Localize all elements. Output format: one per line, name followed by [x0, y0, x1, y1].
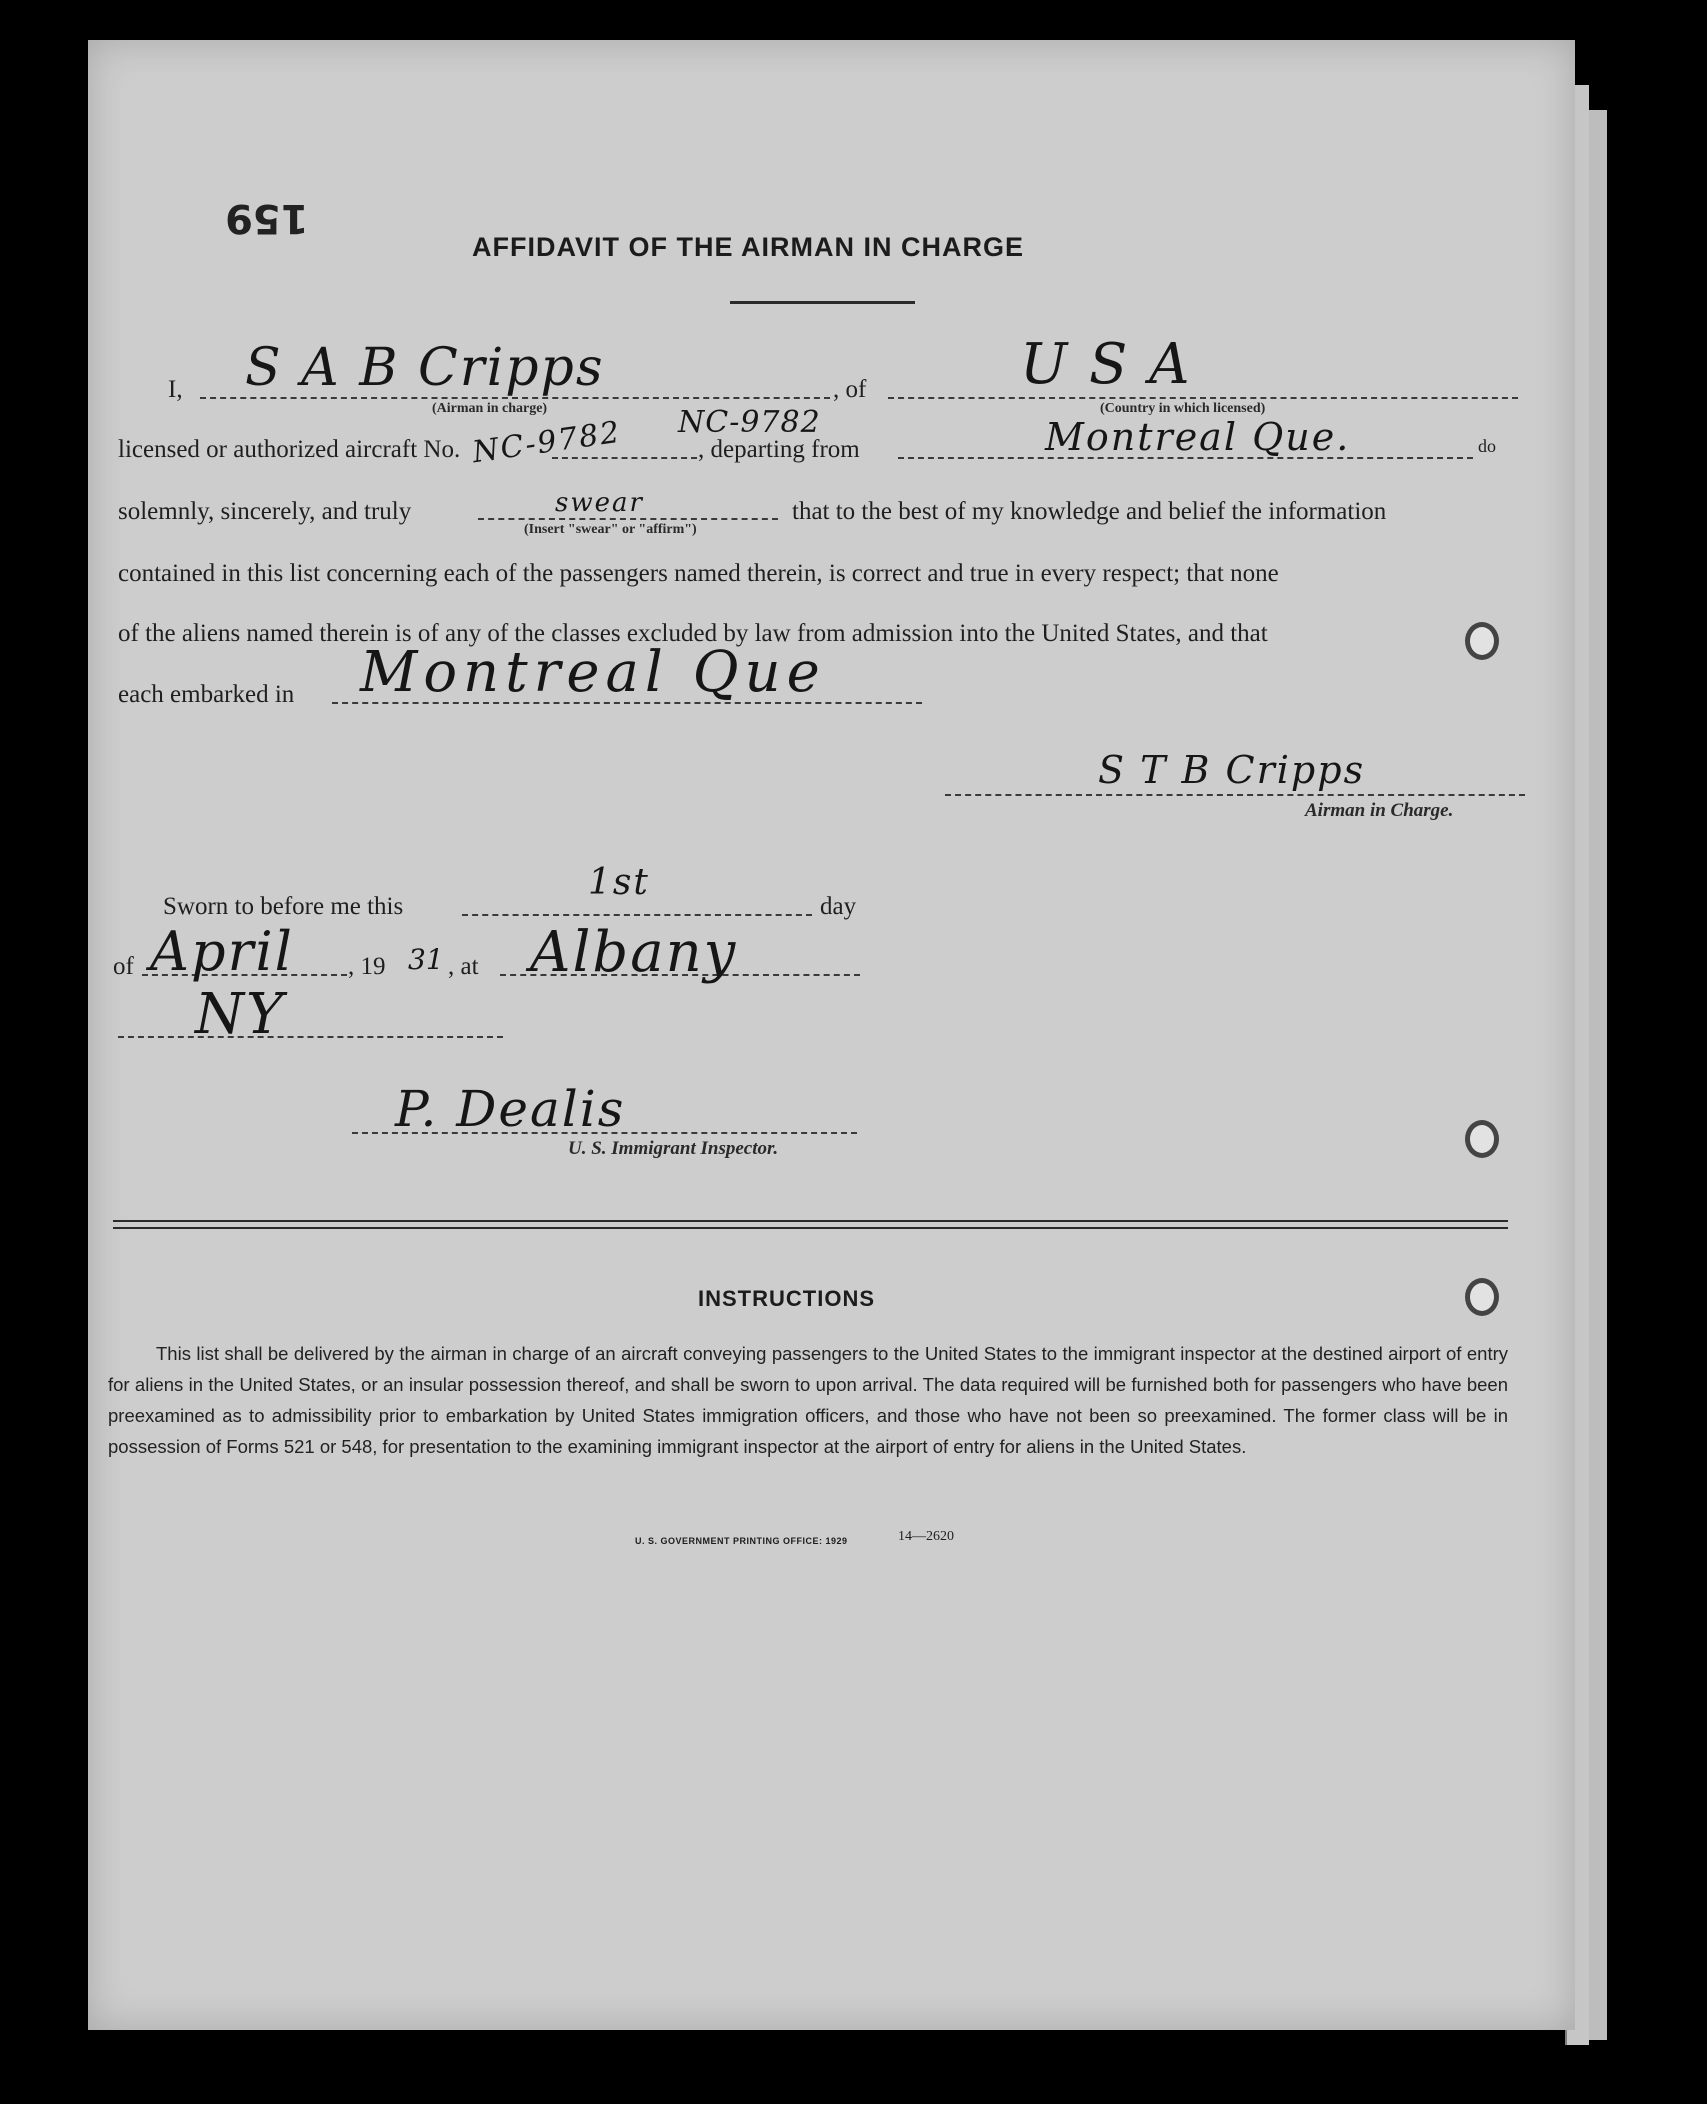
- form-title: AFFIDAVIT OF THE AIRMAN IN CHARGE: [472, 232, 1024, 262]
- aircraft-no-handwritten: NC-9782: [470, 414, 624, 471]
- oath-line: [478, 518, 778, 520]
- inspector-signature: P. Dealis: [395, 1080, 626, 1138]
- country-line: [888, 397, 1518, 399]
- divider-rule-top: [113, 1220, 1508, 1222]
- title-underline: [730, 301, 915, 304]
- sworn-at-label: , at: [448, 953, 479, 980]
- sworn-year-handwritten: 31: [408, 943, 444, 976]
- line1-of: , of: [833, 376, 867, 403]
- line2-departing: , departing from: [698, 436, 860, 463]
- inspector-signature-line: [352, 1132, 857, 1134]
- line2-aircraft-label: licensed or authorized aircraft No.: [118, 436, 461, 463]
- punch-hole: [1465, 1278, 1499, 1316]
- punch-hole: [1465, 622, 1499, 660]
- line3-prefix: solemnly, sincerely, and truly: [118, 498, 412, 525]
- page-number: 159: [225, 195, 309, 241]
- divider-rule-bottom: [113, 1227, 1508, 1229]
- footer-form-number: 14—2620: [898, 1529, 954, 1544]
- line6-prefix: each embarked in: [118, 681, 295, 708]
- sworn-year-prefix: , 19: [348, 953, 386, 980]
- sworn-day-handwritten: 1st: [588, 862, 650, 903]
- sworn-of-label: of: [113, 953, 134, 980]
- punch-hole: [1465, 1120, 1499, 1158]
- aircraft-no-line: [552, 457, 697, 459]
- line4: contained in this list concerning each of the passengers named therein, is correct and true in every respect; that none: [118, 560, 1279, 587]
- sworn-day-label: day: [820, 893, 857, 920]
- inspector-caption: U. S. Immigrant Inspector.: [568, 1138, 779, 1159]
- footer-printing-office: U. S. GOVERNMENT PRINTING OFFICE: 1929: [635, 1536, 848, 1546]
- sworn-place-handwritten: Albany: [530, 920, 738, 985]
- sworn-day-line: [462, 914, 812, 916]
- oath-handwritten: swear: [555, 488, 644, 518]
- country-handwritten: U S A: [1020, 332, 1192, 397]
- sworn-prefix: Sworn to before me this: [163, 893, 404, 920]
- line5: of the aliens named therein is of any of the classes excluded by law from admission into the United States, and that: [118, 620, 1268, 647]
- airman-signature-line: [945, 794, 1525, 796]
- instructions-body: This list shall be delivered by the airman in charge of an aircraft conveying passengers to the United States to the immigrant inspector at the destined airport of entry for aliens in the United States, or an insular possession thereof, and shall be sworn to upon arrival. The data required will be furnished both for passengers who have been preexamined as to admissibility prior to embarkation by United States immigration officers, and those who have not been so preexamined. The former class will be in possession of Forms 521 or 548, for presentation to the examining immigrant inspector at the airport of entry for aliens in the United States.: [108, 1343, 1508, 1457]
- line1-prefix: I,: [168, 376, 183, 403]
- line3-suffix: that to the best of my knowledge and belief the information: [792, 498, 1387, 525]
- sworn-place2-handwritten: NY: [195, 982, 285, 1047]
- airman-name-handwritten: S A B Cripps: [245, 338, 605, 398]
- airman-caption: (Airman in charge): [432, 401, 548, 416]
- sworn-month-handwritten: April: [150, 920, 294, 983]
- embarked-handwritten: Montreal Que: [360, 640, 826, 705]
- country-caption: (Country in which licensed): [1100, 401, 1266, 416]
- sworn-place2-line: [118, 1036, 503, 1038]
- aircraft-no-note-handwritten: NC-9782: [678, 405, 821, 440]
- line2-do: do: [1478, 436, 1496, 456]
- departing-handwritten: Montreal Que.: [1045, 415, 1351, 459]
- instructions-title: INSTRUCTIONS: [698, 1286, 875, 1311]
- airman-signature: S T B Cripps: [1098, 748, 1366, 792]
- oath-caption: (Insert "swear" or "affirm"): [524, 522, 697, 537]
- airman-signature-caption: Airman in Charge.: [1305, 800, 1454, 821]
